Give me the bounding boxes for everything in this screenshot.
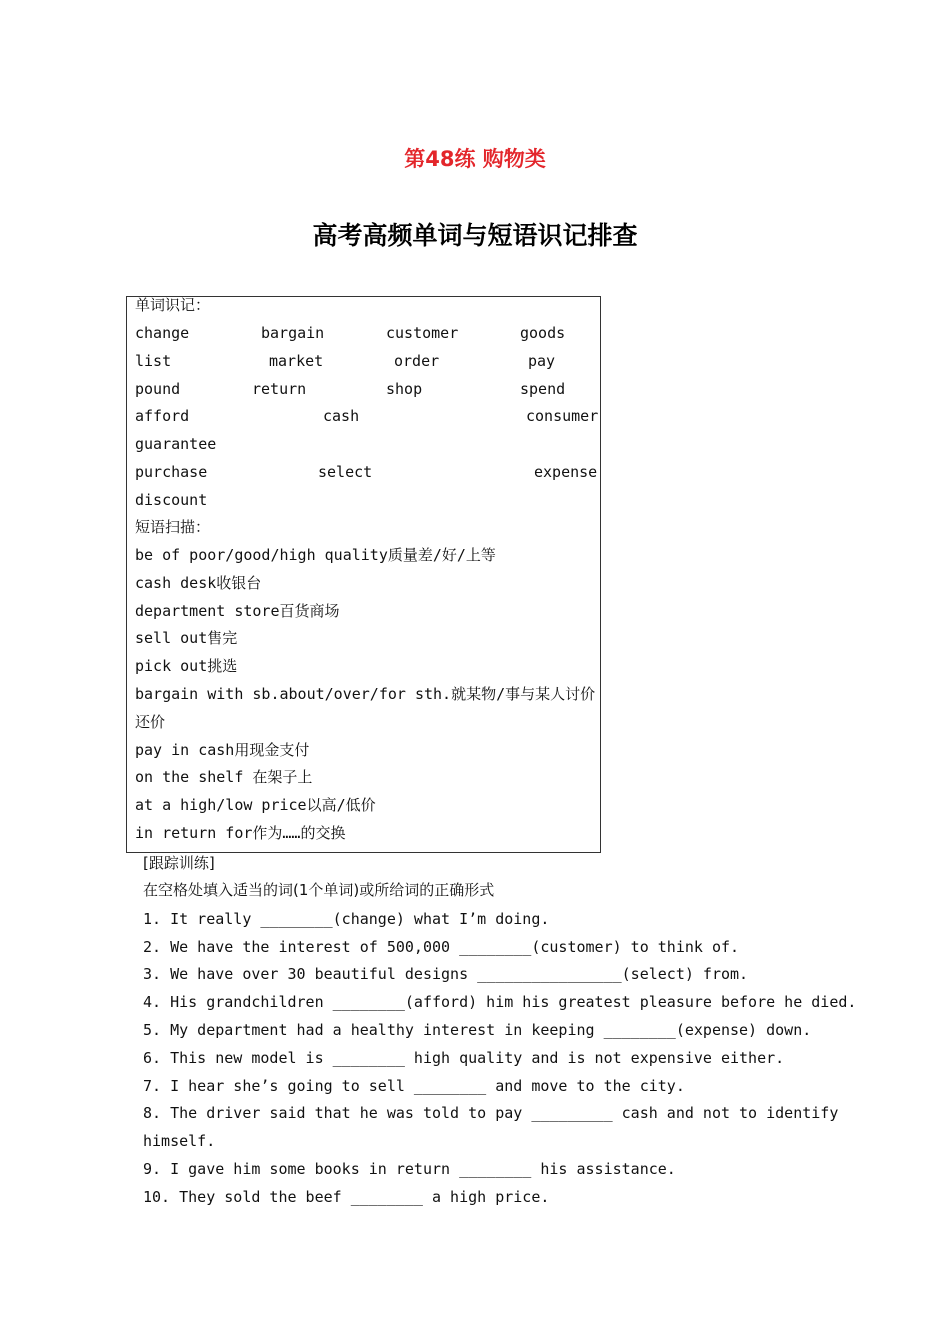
- lesson-title: 第48练 购物类: [404, 147, 546, 171]
- vocab-word: spend: [520, 380, 566, 398]
- vocab-word: goods: [520, 324, 566, 342]
- phrase-item: be of poor/good/high quality质量差/好/上等: [135, 546, 496, 564]
- vocab-word: customer: [386, 324, 459, 342]
- vocab-word: expense: [534, 463, 598, 481]
- vocab-word: bargain: [261, 324, 325, 342]
- exercise-item: 10. They sold the beef ________ a high price.: [143, 1188, 550, 1206]
- phrase-item: 还价: [135, 713, 166, 731]
- vocab-word: pay: [528, 352, 556, 370]
- exercise-item: himself.: [143, 1132, 216, 1150]
- vocab-word: pound: [135, 380, 181, 398]
- phrase-item: in return for作为……的交换: [135, 824, 346, 842]
- vocab-word: consumer: [526, 407, 599, 425]
- vocab-word: select: [318, 463, 373, 481]
- phrase-item: sell out售完: [135, 629, 238, 647]
- exercise-heading: [跟踪训练]: [143, 854, 215, 872]
- exercise-item: 1. It really ________(change) what I’m doing.: [143, 910, 550, 928]
- exercise-item: 6. This new model is ________ high quality and is not expensive either.: [143, 1049, 785, 1067]
- vocab-word: market: [269, 352, 324, 370]
- exercise-item: 5. My department had a healthy interest in keeping ________(expense) down.: [143, 1021, 812, 1039]
- phrase-item: at a high/low price以高/低价: [135, 796, 376, 814]
- phrase-item: on the shelf 在架子上: [135, 768, 313, 786]
- exercise-item: 9. I gave him some books in return ________ his assistance.: [143, 1160, 676, 1178]
- vocab-word: list: [135, 352, 172, 370]
- phrase-item: bargain with sb.about/over/for sth.就某物/事与某人讨价: [135, 685, 596, 703]
- phrase-item: cash desk收银台: [135, 574, 262, 592]
- vocab-word: discount: [135, 491, 208, 509]
- words-heading: 单词识记：: [135, 296, 211, 314]
- vocab-word: order: [394, 352, 440, 370]
- exercise-item: 4. His grandchildren ________(afford) him his greatest pleasure before he died.: [143, 993, 857, 1011]
- vocab-word: shop: [386, 380, 423, 398]
- phrase-item: pick out挑选: [135, 657, 238, 675]
- exercise-item: 2. We have the interest of 500,000 ________(customer) to think of.: [143, 938, 740, 956]
- phrases-heading: 短语扫描：: [135, 518, 211, 536]
- phrase-item: department store百货商场: [135, 602, 340, 620]
- vocab-word: return: [252, 380, 307, 398]
- vocab-word: cash: [323, 407, 360, 425]
- vocab-word: afford: [135, 407, 190, 425]
- exercise-item: 7. I hear she’s going to sell ________ and move to the city.: [143, 1077, 685, 1095]
- exercise-instruction: 在空格处填入适当的词(1个单词)或所给词的正确形式: [143, 881, 495, 899]
- vocab-word: change: [135, 324, 190, 342]
- vocab-word: guarantee: [135, 435, 217, 453]
- phrase-item: pay in cash用现金支付: [135, 741, 310, 759]
- vocab-word: purchase: [135, 463, 208, 481]
- exercise-item: 3. We have over 30 beautiful designs ________________(select) from.: [143, 965, 749, 983]
- page-title: 高考高频单词与短语识记排查: [312, 221, 638, 250]
- exercise-item: 8. The driver said that he was told to pay _________ cash and not to identify: [143, 1104, 839, 1122]
